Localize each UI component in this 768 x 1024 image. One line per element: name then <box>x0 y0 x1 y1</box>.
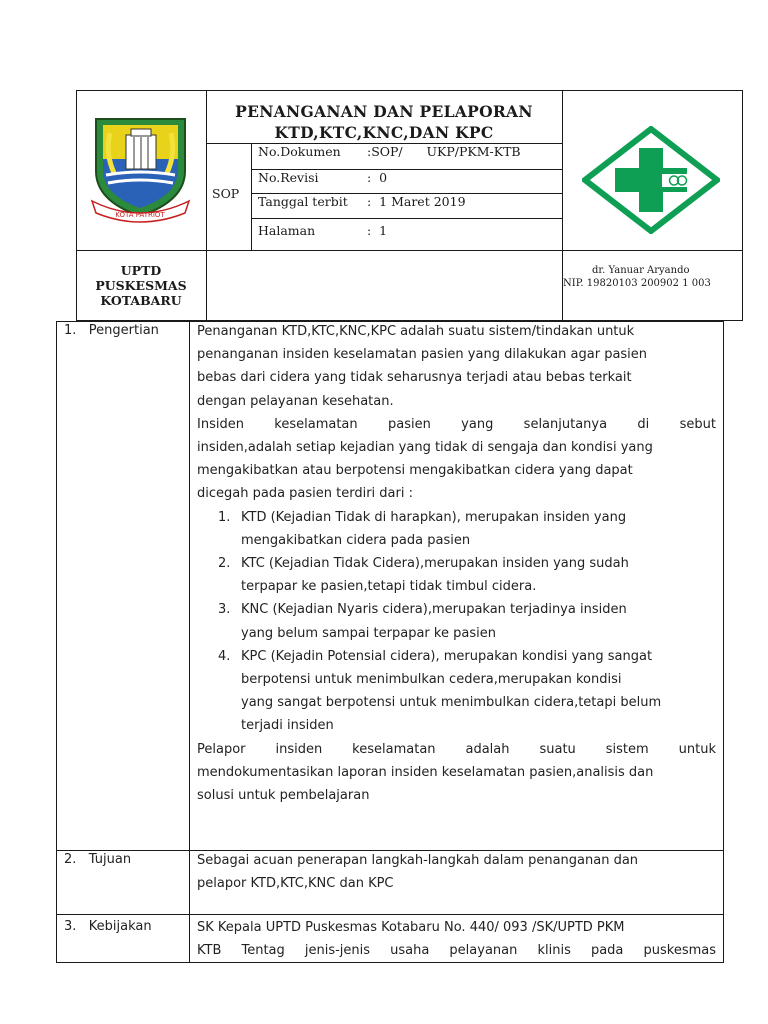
text-line: pelapor KTD,KTC,KNC dan KPC <box>197 876 394 892</box>
text-line: insiden,adalah setiap kejadian yang tidak di sengaja dan kondisi yang <box>197 440 653 456</box>
doc-number-value: :SOP/ UKP/PKM-KTB <box>367 144 521 159</box>
issue-date-label: Tanggal terbit <box>258 194 348 209</box>
border <box>251 143 252 250</box>
signatory-name: dr. Yanuar Aryando <box>592 265 690 276</box>
text-line: KTC (Kejadian Tidak Cidera),merupakan insiden yang sudah <box>241 556 629 572</box>
border <box>76 250 743 251</box>
border <box>76 90 743 91</box>
org-line: UPTD <box>120 263 162 278</box>
text-line: KTB Tentag jenis-jenis usaha pelayanan klinis pada puskesmas <box>197 943 716 959</box>
border <box>723 321 724 963</box>
page-label: Halaman <box>258 223 316 238</box>
text-line: SK Kepala UPTD Puskesmas Kotabaru No. 440/ 093 /SK/UPTD PKM <box>197 920 625 935</box>
section-label: 2. Tujuan <box>64 852 132 867</box>
list-item <box>197 552 716 598</box>
text-line: mengakibatkan cidera pada pasien <box>241 532 471 548</box>
text-line: Sebagai acuan penerapan langkah-langkah dalam penanganan dan <box>197 853 639 868</box>
text-line: Penanganan KTD,KTC,KNC,KPC adalah suatu sistem/tindakan untuk <box>197 324 635 339</box>
list-number: 2. <box>218 556 231 572</box>
border <box>189 321 190 963</box>
text-line: terjadi insiden <box>241 718 334 734</box>
border <box>56 914 724 915</box>
organization-name <box>77 263 205 308</box>
section-body <box>197 849 716 895</box>
section-body <box>197 320 716 807</box>
text-line: berpotensi untuk menimbulkan cedera,merupakan kondisi <box>241 672 622 688</box>
list-number: 4. <box>218 648 231 664</box>
text-line: yang belum sampai terpapar ke pasien <box>241 625 496 641</box>
text-line: dicegah pada pasien terdiri dari : <box>197 486 413 502</box>
revision-value: : 0 <box>367 170 388 185</box>
issue-date-value: : 1 Maret 2019 <box>367 194 466 209</box>
text-line: terpapar ke pasien,tetapi tidak timbul cidera. <box>241 579 537 595</box>
border <box>742 90 743 321</box>
list-item <box>197 598 716 644</box>
text-line: mengakibatkan atau berpotensi mengakibatkan cidera yang dapat <box>197 463 633 479</box>
text-line: dengan pelayanan kesehatan. <box>197 393 394 409</box>
text-line: penanganan insiden keselamatan pasien yang dilakukan agar pasien <box>197 347 648 363</box>
title-line: KTD,KTC,KNC,DAN KPC <box>274 123 494 142</box>
list-number: 1. <box>218 509 231 525</box>
puskesmas-logo <box>582 126 720 234</box>
page-value: : 1 <box>367 223 388 238</box>
sop-label: SOP <box>212 186 240 201</box>
title-line: PENANGANAN DAN PELAPORAN <box>235 102 533 121</box>
text-line: Pelapor insiden keselamatan adalah suatu sistem untuk <box>197 741 716 757</box>
text-line: yang sangat berpotensi untuk menimbulkan cidera,tetapi belum <box>241 695 662 711</box>
section-label: 3. Kebijakan <box>64 919 152 934</box>
border <box>56 321 57 963</box>
list-item <box>197 645 716 738</box>
section-label: 1. Pengertian <box>64 323 159 338</box>
doc-number-label: No.Dokumen <box>258 144 341 159</box>
text-line: KTD (Kejadian Tidak di harapkan), merupakan insiden yang <box>241 509 627 525</box>
text-line: KPC (Kejadin Potensial cidera), merupakan kondisi yang sangat <box>241 648 653 664</box>
text-line: KNC (Kejadian Nyaris cidera),merupakan terjadinya insiden <box>241 602 627 618</box>
text-line: mendokumentasikan laporan insiden keselamatan pasien,analisis dan <box>197 764 654 780</box>
org-line: KOTABARU <box>100 293 182 308</box>
list-number: 3. <box>218 602 231 618</box>
org-line: PUSKESMAS <box>95 278 187 293</box>
text-line: Insiden keselamatan pasien yang selanjutanya di sebut <box>197 416 716 432</box>
border <box>251 218 562 219</box>
text-line: solusi untuk pembelajaran <box>197 788 370 804</box>
city-seal-logo <box>88 113 193 225</box>
section-body <box>197 916 716 962</box>
seal-banner-text: KOTA PATRIOT <box>115 211 165 219</box>
list-item <box>197 506 716 552</box>
text-line: bebas dari cidera yang tidak seharusnya terjadi atau bebas terkait <box>197 370 632 386</box>
revision-label: No.Revisi <box>258 170 319 185</box>
signatory-nip: NIP. 19820103 200902 1 003 <box>563 278 711 289</box>
document-title <box>206 101 562 143</box>
